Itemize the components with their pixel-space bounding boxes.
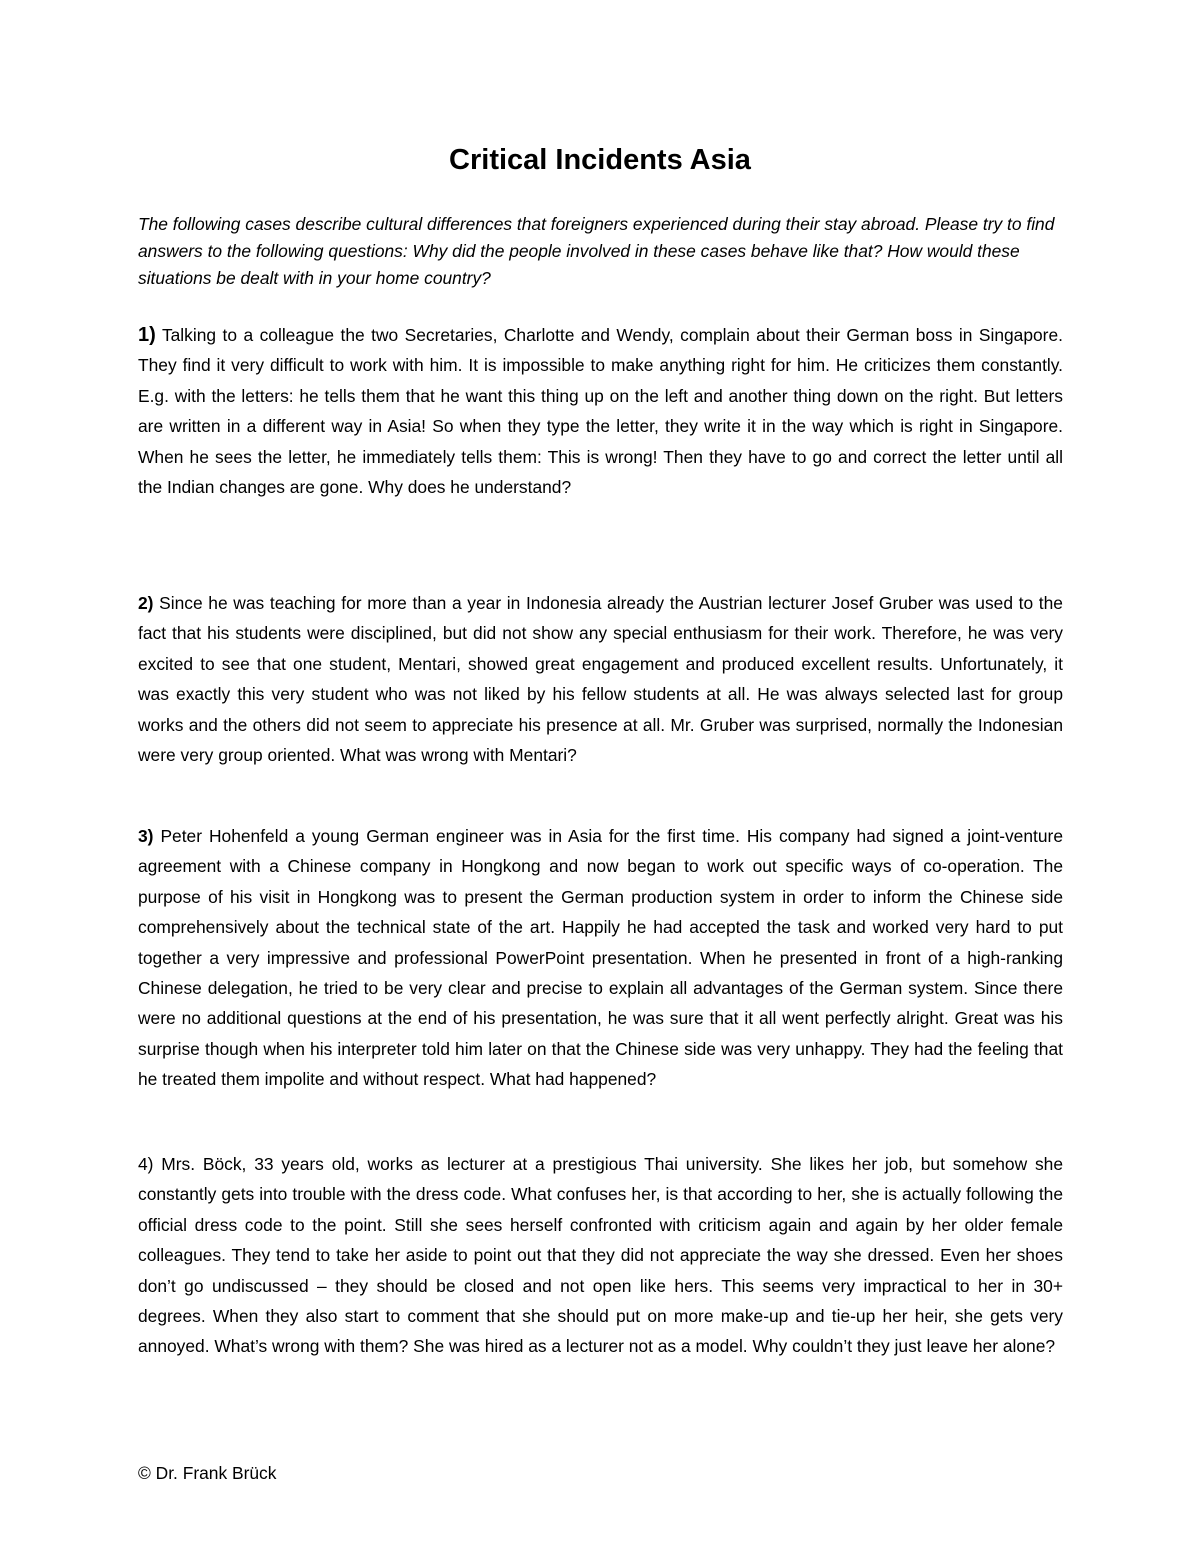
case-1-paragraph	[138, 320, 1063, 502]
case-4-number: 4)	[138, 1154, 154, 1174]
document-title: Critical Incidents Asia	[449, 144, 751, 176]
case-4-paragraph	[138, 1149, 1063, 1362]
case-3-text: Peter Hohenfeld a young German engineer was in Asia for the first time. His company had signed a joint-venture agreement with a Chinese company in Hongkong and now began to work out specific ways of co-operation. The purpose of his visit in Hongkong was to present the German production system in order to inform the Chinese side comprehensively about the technical state of the art. Happily he had accepted the task and worked very hard to put together a very impressive and professional PowerPoint presentation. When he presented in front of a high-ranking Chinese delegation, he tried to be very clear and precise to explain all advantages of the German system. Since there were no additional questions at the end of his presentation, he was sure that it all went perfectly alright. Great was his surprise though when his interpreter told him later on that the Chinese side was very unhappy. They had the feeling that he treated them impolite and without respect. What had happened?	[138, 826, 1063, 1090]
case-2-text: Since he was teaching for more than a year in Indonesia already the Austrian lecturer Josef Gruber was used to the fact that his students were disciplined, but did not show any special enthusiasm for their work. Therefore, he was very excited to see that one student, Mentari, showed great engagement and produced excellent results. Unfortunately, it was exactly this very student who was not liked by his fellow students at all. He was always selected last for group works and the others did not seem to appreciate his presence at all. Mr. Gruber was surprised, normally the Indonesian were very group oriented. What was wrong with Mentari?	[138, 593, 1063, 766]
copyright-footer: © Dr. Frank Brück	[138, 1463, 277, 1483]
case-3-number: 3)	[138, 826, 154, 846]
case-2-number: 2)	[138, 593, 154, 613]
intro-paragraph: The following cases describe cultural differences that foreigners experienced during their stay abroad. Please try to find answers to the following questions: Why did the people involved in these cases behave like that? How would these situations be dealt with in your home country?	[138, 214, 1055, 288]
case-4-text: Mrs. Böck, 33 years old, works as lecturer at a prestigious Thai university. She likes her job, but somehow she constantly gets into trouble with the dress code. What confuses her, is that according to her, she is actually following the official dress code to the point. Still she sees herself confronted with criticism again and again by her older female colleagues. They tend to take her aside to point out that they did not appreciate the way she dressed. Even her shoes don’t go undiscussed – they should be closed and not open like hers. This seems very impractical to her in 30+ degrees. When they also start to comment that she should put on more make-up and tie-up her heir, she gets very annoyed. What’s wrong with them? She was hired as a lecturer not as a model. Why couldn’t they just leave her alone?	[138, 1154, 1063, 1357]
case-2-paragraph	[138, 588, 1063, 770]
case-3-paragraph	[138, 821, 1063, 1095]
case-1-number: 1)	[138, 324, 156, 346]
case-1-text: Talking to a colleague the two Secretaries, Charlotte and Wendy, complain about their German boss in Singapore. They find it very difficult to work with him. It is impossible to make anything right for him. He criticizes them constantly. E.g. with the letters: he tells them that he want this thing up on the left and another thing down on the right. But letters are written in a different way in Asia! So when they type the letter, they write it in the way which is right in Singapore. When he sees the letter, he immediately tells them: This is wrong! Then they have to go and correct the letter until all the Indian changes are gone. Why does he understand?	[138, 325, 1063, 498]
